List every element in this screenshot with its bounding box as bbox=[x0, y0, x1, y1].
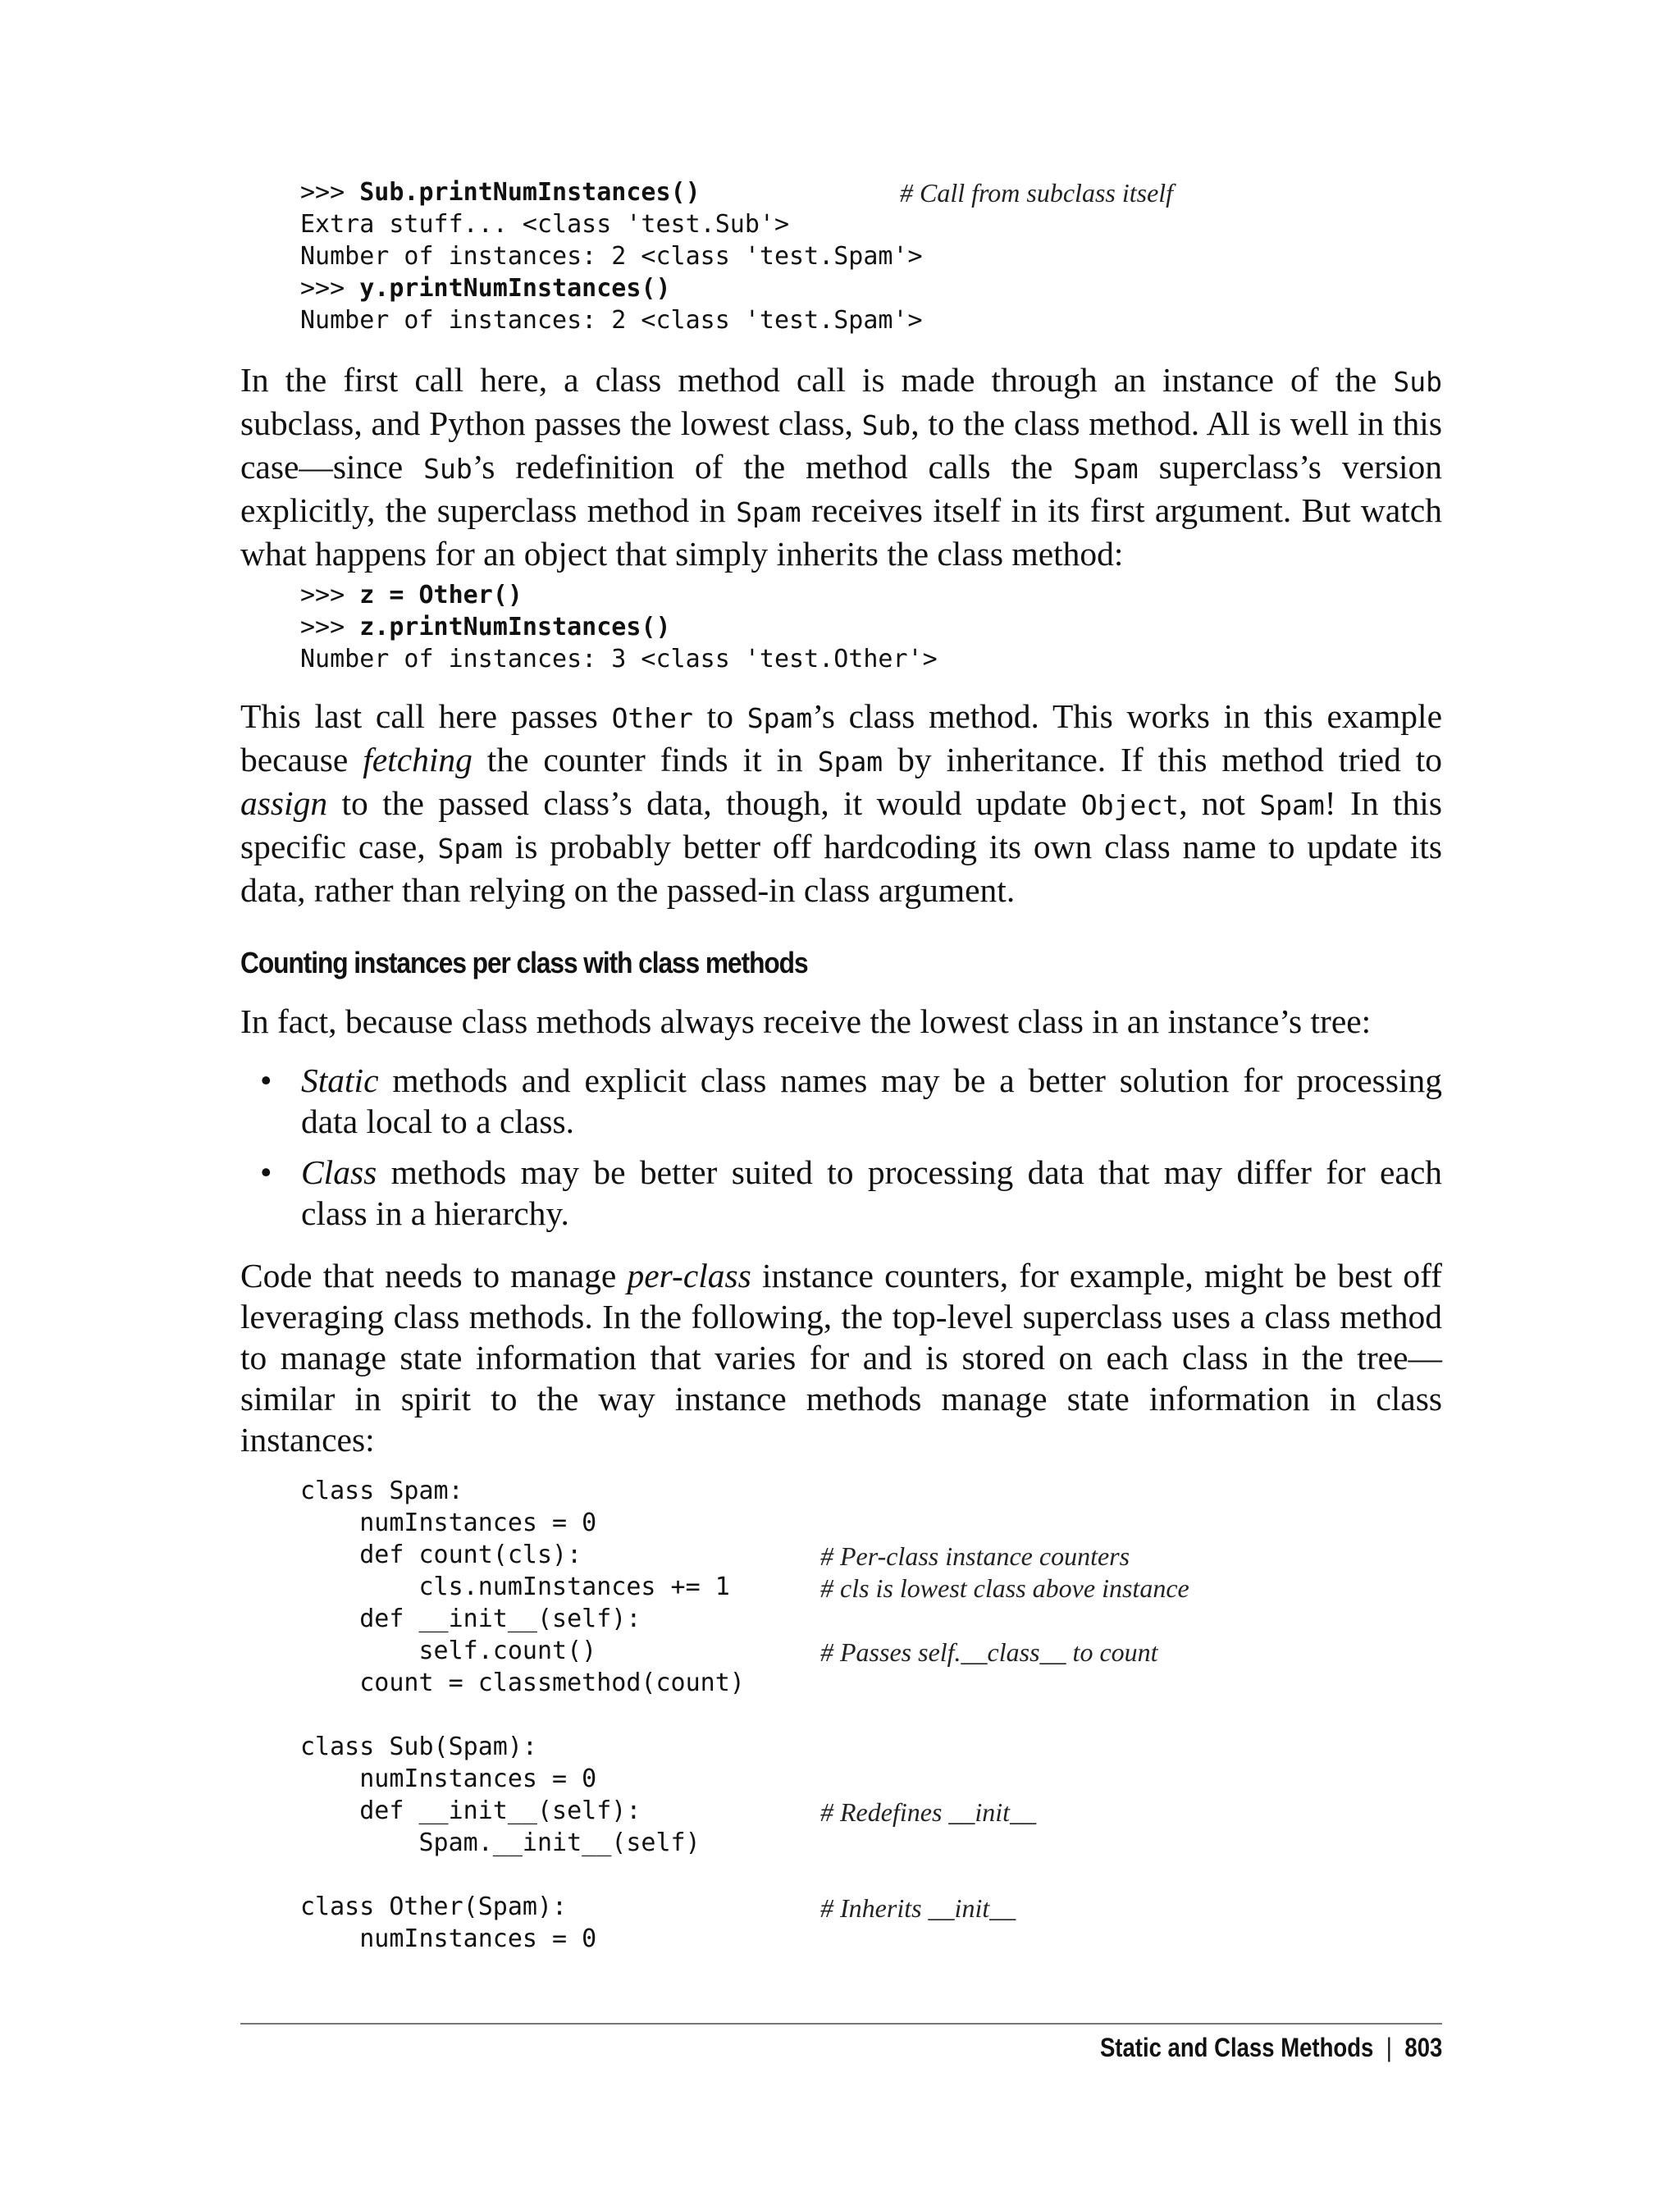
code-line: self.count() bbox=[300, 1637, 597, 1665]
code-line: def __init__(self): bbox=[300, 1796, 641, 1825]
code-line: Number of instances: 2 <class 'test.Spam'> bbox=[300, 306, 923, 335]
code-comment: # cls is lowest class above instance bbox=[820, 1573, 1189, 1603]
code-line: def count(cls): bbox=[300, 1541, 582, 1569]
page-footer bbox=[1100, 2033, 1442, 2063]
code-line: class Spam: bbox=[300, 1477, 463, 1505]
code-line: def __init__(self): bbox=[300, 1605, 641, 1633]
list-item: • Class methods may be better suited to processing data that may differ for each class in a hierarchy. bbox=[260, 1153, 1442, 1232]
code-line: Spam.__init__(self) bbox=[300, 1828, 701, 1857]
code-comment: # Redefines __init__ bbox=[820, 1797, 1037, 1827]
bullet-list bbox=[240, 1060, 1442, 1244]
code-block-1 bbox=[300, 176, 923, 336]
code-comment: # Per-class instance counters bbox=[820, 1541, 1130, 1571]
code-comment: # Call from subclass itself bbox=[900, 178, 1174, 208]
code-block-3 bbox=[300, 1475, 745, 1955]
code-line: cls.numInstances += 1 bbox=[300, 1573, 730, 1601]
code-line: numInstances = 0 bbox=[300, 1509, 597, 1537]
body-paragraph: In the first call here, a class method call is made through an instance of the Sub subclass, and Python passes the lowest class, Sub, to the class method. All is well in this case—since Sub’s redefinition of the method calls the Spam superclass’s version explicitly, the superclass method in Spam receives itself in its first argument. But watch what happens for an object that simply inherits the class method: bbox=[240, 361, 1442, 573]
code-line: numInstances = 0 bbox=[300, 1764, 597, 1793]
footer-separator: | bbox=[1386, 2033, 1392, 2062]
code-line: >>> y.printNumInstances() bbox=[300, 274, 671, 303]
bullet-icon: • bbox=[260, 1061, 272, 1099]
body-paragraph: This last call here passes Other to Spam’s class method. This works in this example because fetching the counter finds it in Spam by inheritance. If this method tried to assign to the passed class’s data, though, it would update Object, not Spam! In this specific case, Spam is probably better off hardcoding its own class name to update its data, rather than relying on the passed-in class argument. bbox=[240, 697, 1443, 909]
code-line: >>> Sub.printNumInstances() bbox=[300, 178, 701, 207]
code-line: class Sub(Spam): bbox=[300, 1732, 537, 1761]
code-line: numInstances = 0 bbox=[300, 1924, 597, 1953]
body-paragraph: Code that needs to manage per-class instance counters, for example, might be best off leveraging class methods. In the following, the top-level superclass uses a class method to manage state information that varies for and is stored on each class in the tree—similar in spirit to the way instance methods manage state information in class instances: bbox=[240, 1257, 1442, 1459]
code-line: count = classmethod(count) bbox=[300, 1669, 745, 1697]
footer-section-title: Static and Class Methods bbox=[1099, 2033, 1373, 2062]
bullet-icon: • bbox=[260, 1153, 272, 1191]
page-number: 803 bbox=[1404, 2033, 1442, 2062]
body-paragraph: In fact, because class methods always receive the lowest class in an instance’s tree: bbox=[240, 1002, 1372, 1040]
code-line: Extra stuff... <class 'test.Sub'> bbox=[300, 210, 790, 239]
code-line: >>> z.printNumInstances() bbox=[300, 613, 671, 641]
code-line: >>> z = Other() bbox=[300, 581, 523, 609]
code-block-2 bbox=[300, 579, 938, 675]
code-line: Number of instances: 3 <class 'test.Other'> bbox=[300, 645, 938, 673]
footer-rule bbox=[240, 2023, 1442, 2025]
code-comment: # Passes self.__class__ to count bbox=[820, 1637, 1158, 1667]
section-heading: Counting instances per class with class methods bbox=[240, 946, 808, 979]
code-comment: # Inherits __init__ bbox=[820, 1893, 1016, 1923]
code-line: Number of instances: 2 <class 'test.Spam'> bbox=[300, 242, 923, 271]
list-item: • Static methods and explicit class names may be a better solution for processing data local to a class. bbox=[260, 1061, 1442, 1140]
code-line: class Other(Spam): bbox=[300, 1892, 568, 1921]
